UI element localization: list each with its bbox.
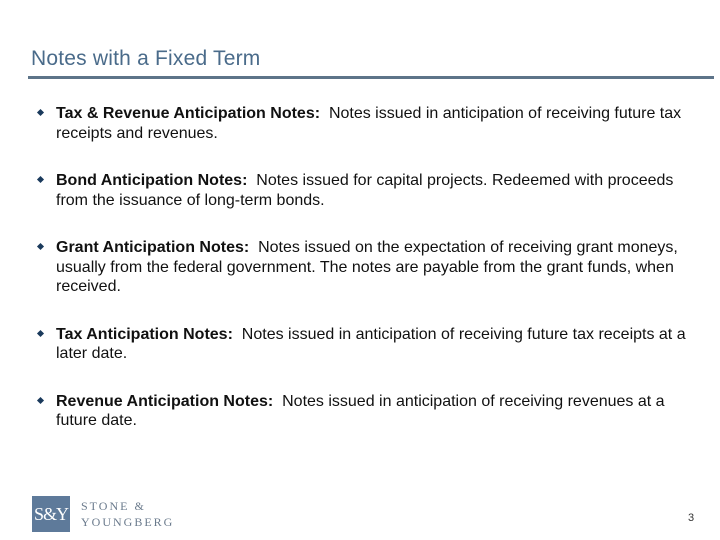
bullet-text: Notes issued on the expectation of receiving grant moneys, usually from the federal government. The notes are payable from the grant funds, when received.	[56, 239, 678, 295]
bullet-text: Notes issued in anticipation of receiving future tax receipts at a later date.	[56, 325, 686, 362]
page-number: 3	[688, 512, 695, 524]
diamond-bullet-icon	[37, 109, 44, 116]
bullet-term: Grant Anticipation Notes:	[56, 239, 250, 256]
logo-line-1: STONE &	[81, 499, 146, 513]
bullet-term: Bond Anticipation Notes:	[56, 172, 248, 189]
diamond-bullet-icon	[37, 243, 44, 250]
bullet-item	[38, 238, 698, 297]
bullet-term: Tax Anticipation Notes:	[56, 325, 233, 343]
bullet-term: Revenue Anticipation Notes:	[56, 392, 274, 410]
bullet-text: Notes issued in anticipation of receiving revenues at a future date.	[56, 392, 665, 429]
bullet-item	[38, 104, 698, 143]
diamond-bullet-icon	[37, 176, 44, 183]
logo-mark: S&Y	[32, 496, 70, 532]
logo-line-2: YOUNGBERG	[81, 515, 175, 529]
bullet-text: Notes issued in anticipation of receiving future tax receipts and revenues.	[56, 105, 682, 142]
diamond-bullet-icon	[37, 396, 44, 403]
bullet-item	[38, 325, 698, 364]
company-logo	[32, 496, 182, 532]
slide-title: Notes with a Fixed Term	[31, 47, 261, 70]
bullet-item	[38, 392, 698, 431]
bullet-text: Notes issued for capital projects. Redeemed with proceeds from the issuance of long-term bonds.	[56, 172, 674, 209]
bullet-term: Tax & Revenue Anticipation Notes:	[56, 105, 321, 122]
diamond-bullet-icon	[37, 329, 44, 336]
title-rule	[28, 76, 714, 79]
bullet-item	[38, 171, 698, 210]
bullet-list	[38, 104, 698, 431]
